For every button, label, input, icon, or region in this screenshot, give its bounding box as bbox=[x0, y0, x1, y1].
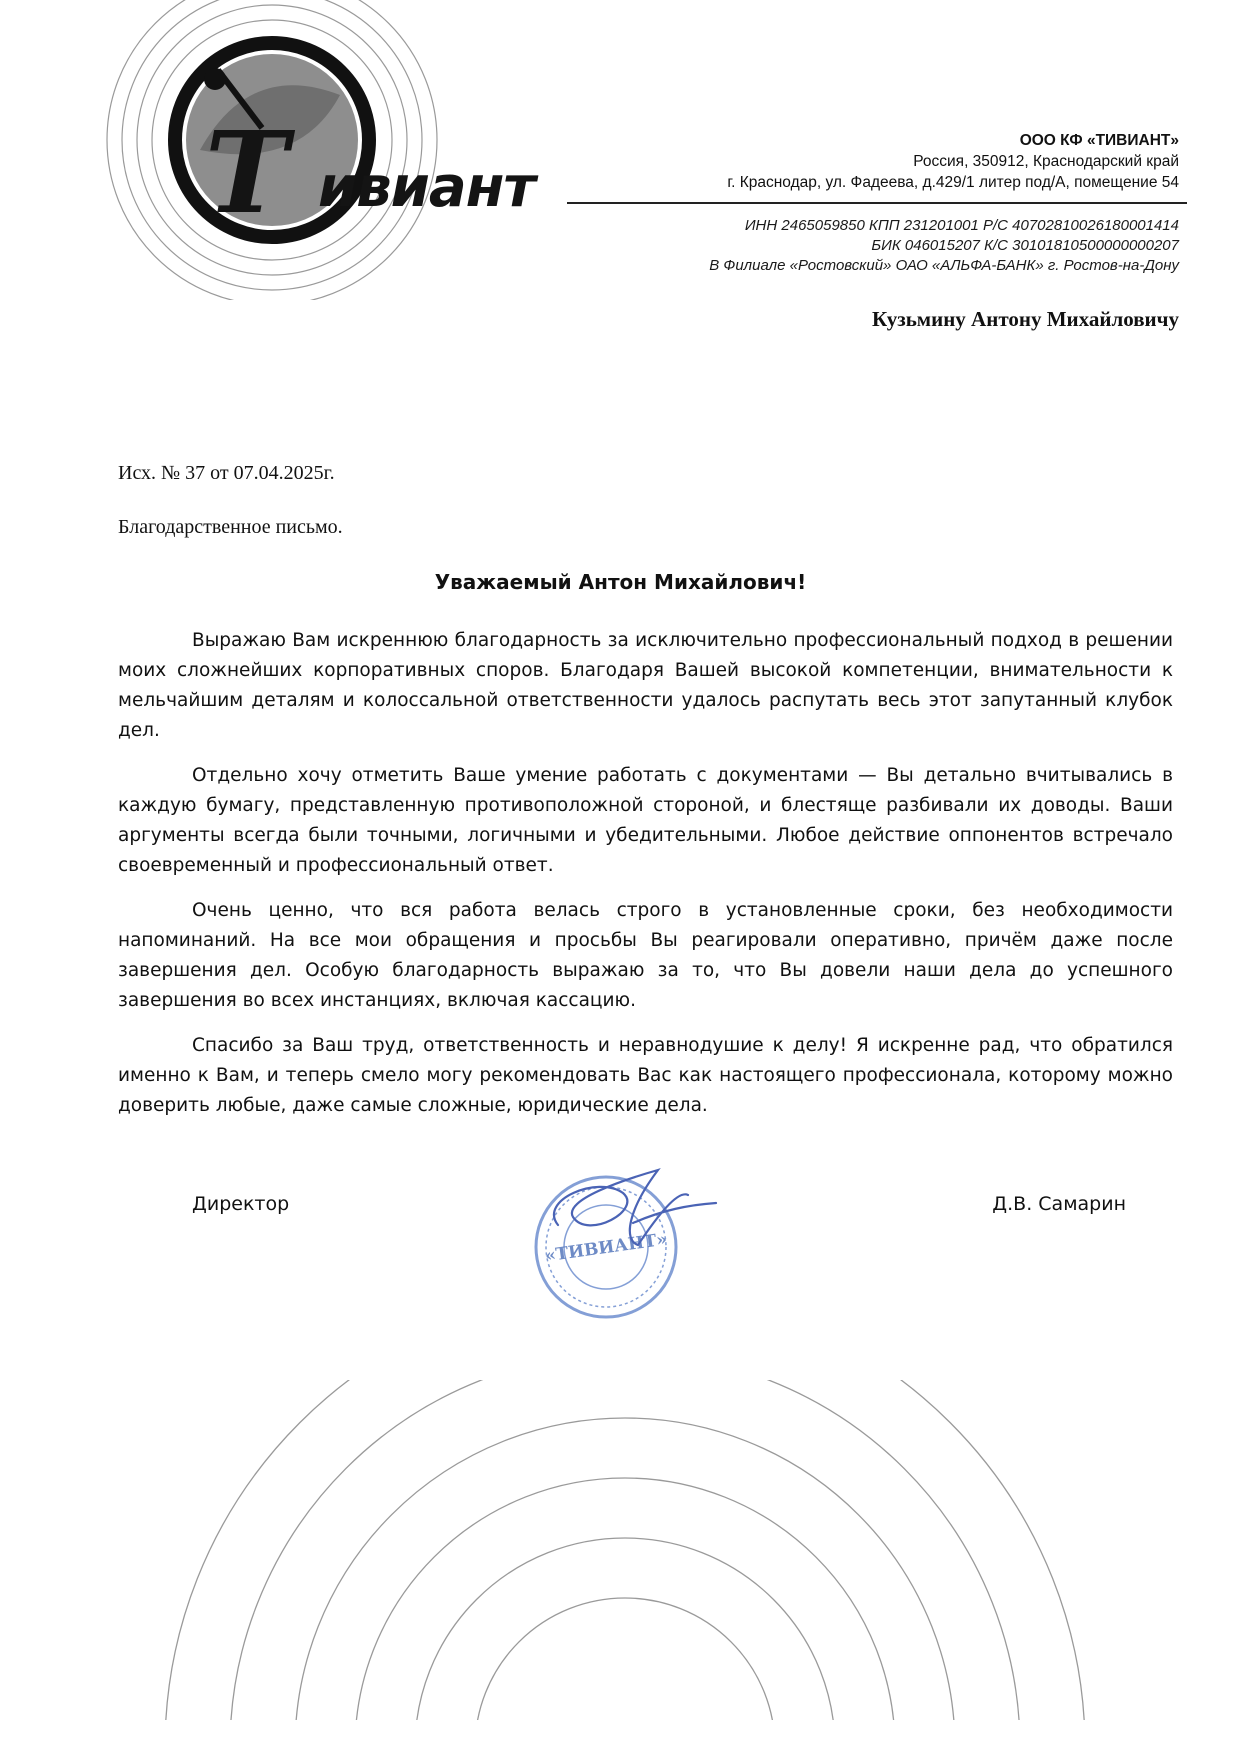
paragraph-1: Выражаю Вам искреннюю благодарность за исключительно профессиональный подход в решении моих сложнейших корпоративных споров. Благодаря Вашей высокой компетенции, внимательности к мельчайшим деталям и колоссальной ответственности удалось распутать весь этот запутанный клубок дел. bbox=[118, 630, 1173, 741]
paragraph-2: Отдельно хочу отметить Ваше умение работать с документами — Вы детально вчитывались в каждую бумагу, представленную противоположной стороной, и блестяще разбивали их доводы. Ваши аргументы всегда были точными, логичными и убедительными. Любое действие оппонентов встречало своевременный и профессиональный ответ. bbox=[118, 765, 1173, 876]
signatory-title: Директор bbox=[192, 1193, 290, 1215]
signatory-name: Д.В. Самарин bbox=[992, 1193, 1126, 1215]
letter-body bbox=[118, 626, 1173, 1136]
logo-wordmark-initial: Т bbox=[205, 108, 287, 239]
requisites-line2: БИК 046015207 К/С 30101810500000000207 bbox=[871, 237, 1179, 254]
addressee: Кузьмину Антону Михайловичу bbox=[872, 307, 1179, 331]
company-name: ООО КФ «ТИВИАНТ» bbox=[1019, 132, 1179, 149]
logo-wordmark: ивиант bbox=[318, 155, 535, 220]
requisites-line1: ИНН 2465059850 КПП 231201001 Р/С 40702810026180001414 bbox=[744, 217, 1179, 234]
company-address-line2: г. Краснодар, ул. Фадеева, д.429/1 литер под/А, помещение 54 bbox=[727, 174, 1179, 191]
company-header bbox=[727, 130, 1179, 193]
company-address-line1: Россия, 350912, Краснодарский край bbox=[913, 153, 1179, 170]
stamp-center-text: «ТИВИАНТ» bbox=[543, 1229, 669, 1267]
letter-subject: Благодарственное письмо. bbox=[118, 516, 343, 538]
header-divider bbox=[567, 202, 1187, 204]
salutation: Уважаемый Антон Михайлович! bbox=[434, 570, 807, 594]
company-stamp bbox=[528, 1155, 748, 1325]
paragraph-4: Спасибо за Ваш труд, ответственность и неравнодушие к делу! Я искренне рад, что обратился именно к Вам, и теперь смело могу рекомендовать Вас как настоящего профессионала, которому можно доверить любые, даже самые сложные, юридические дела. bbox=[118, 1035, 1173, 1116]
bank-requisites bbox=[709, 216, 1179, 276]
requisites-line3: В Филиале «Ростовский» ОАО «АЛЬФА-БАНК» г. Ростов-на-Дону bbox=[709, 257, 1179, 274]
reference-number: Исх. № 37 от 07.04.2025г. bbox=[118, 462, 335, 484]
paragraph-3: Очень ценно, что вся работа велась строго в установленные сроки, без необходимости напоминаний. На все мои обращения и просьбы Вы реагировали оперативно, причём даже после завершения дел. Особую благодарность выражаю за то, что Вы довели наши дела до успешного завершения во всех инстанциях, включая кассацию. bbox=[118, 900, 1173, 1011]
